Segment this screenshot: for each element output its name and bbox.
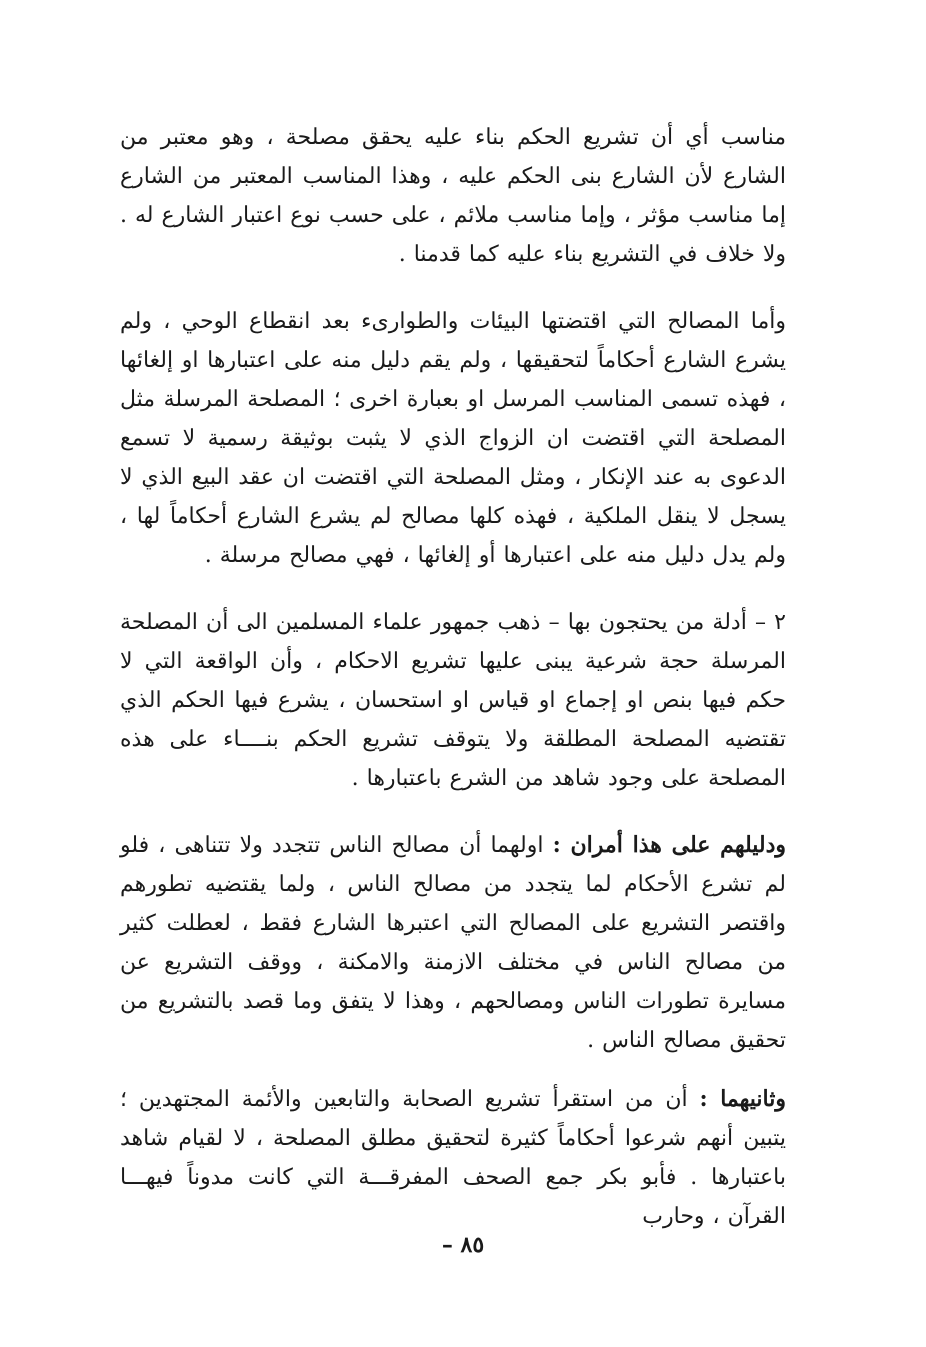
paragraph-4 — [120, 826, 786, 1060]
paragraph-4-text: اولهما أن مصالح الناس تتجدد ولا تتناهى ، فلو لم تشرع الأحكام لما يتجدد من مصالح الناس ، ولما يقتضيه تطورهم واقتصر التشريع على المصالح التي اعتبرها الشارع فقط ، لعطلت كثير من مصالح الناس في مختلف الازمنة والامكنة ، ووقف التشريع عن مسايرة تطورات الناس ومصالحهم ، وهذا لا يتفق وما قصد بالتشريع من تحقيق مصالح الناس . — [120, 833, 786, 1053]
paragraph-3-text: ٢ – أدلة من يحتجون بها – ذهب جمهور علماء المسلمين الى أن المصلحة المرسلة حجة شرعية يبنى عليها تشريع الاحكام ، وأن الواقعة التي لا حكم فيها بنص او إجماع او قياس او استحسان ، يشرع فيها الحكم الذي تقتضيه المصلحة المطلقة ولا يتوقف تشريع الحكم بنــــاء على هذه المصلحة على وجود شاهد من الشرع باعتبارها . — [120, 610, 786, 791]
paragraph-2-text: وأما المصالح التي اقتضتها البيئات والطوارىء بعد انقطاع الوحي ، ولم يشرع الشارع أحكاماً لتحقيقها ، ولم يقم دليل منه على اعتبارها او إلغائها ، فهذه تسمى المناسب المرسل او بعبارة اخرى ؛ المصلحة المرسلة مثل المصلحة التي اقتضت ان الزواج الذي لا يثبت بوثيقة رسمية لا تسمع الدعوى به عند الإنكار ، ومثل المصلحة التي اقتضت ان عقد البيع الذي لا يسجل لا ينقل الملكية ، فهذه كلها مصالح لم يشرع الشارع أحكاماً لها ، ولم يدل دليل منه على اعتبارها أو إلغائها ، فهي مصالح مرسلة . — [120, 309, 786, 568]
paragraph-4-lead: ودليلهم على هذا أمران : — [552, 832, 787, 858]
paragraph-5-text: أن من استقرأ تشريع الصحابة والتابعين والأئمة المجتهدين ؛ يتبين أنهم شرعوا أحكاماً كثيرة لتحقيق مطلق المصلحة ، لا لقيام شاهد باعتبارها . فأبو بكر جمع الصحف المفرقـــة التي كانت مدوناً فيهـــا القرآن ، وحارب — [120, 1087, 786, 1229]
page-number: ٨٥ – — [441, 1232, 485, 1258]
paragraph-3 — [120, 603, 786, 798]
paragraph-5 — [120, 1080, 786, 1236]
paragraph-2 — [120, 302, 786, 575]
paragraph-1 — [120, 118, 786, 274]
paragraph-1-text: مناسب أي أن تشريع الحكم بناء عليه يحقق مصلحة ، وهو معتبر من الشارع لأن الشارع بنى الحكم عليه ، وهذا المناسب المعتبر من الشارع إما مناسب مؤثر ، وإما مناسب ملائم ، على حسب نوع اعتبار الشارع له . ولا خلاف في التشريع بناء عليه كما قدمنا . — [120, 125, 786, 267]
paragraph-5-lead: وثانيهما : — [699, 1086, 786, 1112]
document-page — [120, 118, 786, 1236]
